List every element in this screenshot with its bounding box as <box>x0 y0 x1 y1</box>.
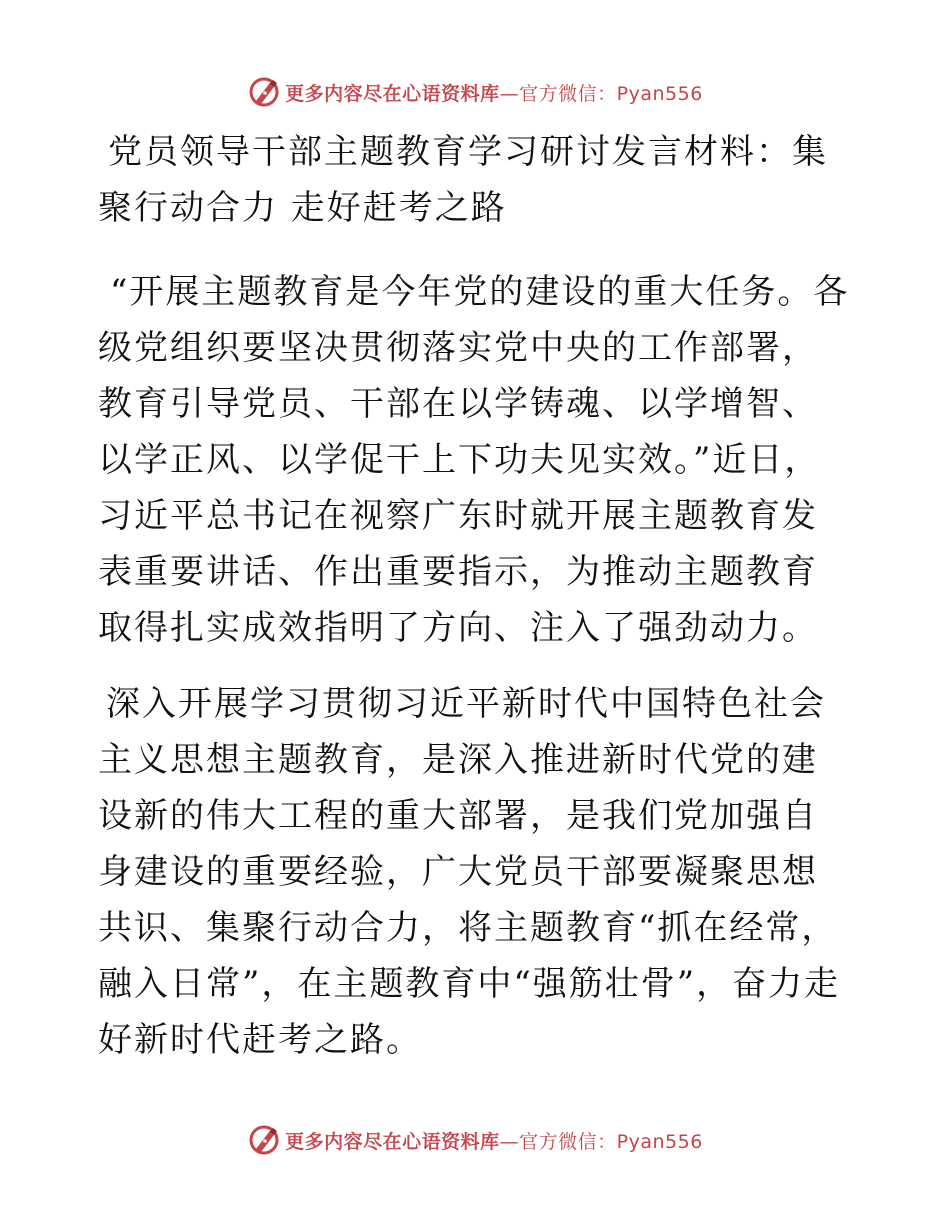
header-wechat-text: 官方微信：Pyan556 <box>519 82 703 105</box>
footer-brand-text: 更多内容尽在心语资料库 <box>285 1130 500 1153</box>
document-title: 党员领导干部主题教育学习研讨发言材料：集聚行动合力 走好赶考之路 <box>98 132 828 228</box>
footer-watermark-banner <box>0 1120 950 1160</box>
header-separator: — <box>499 82 520 105</box>
header-watermark-banner <box>0 72 950 112</box>
footer-wechat-text: 官方微信：Pyan556 <box>519 1130 703 1153</box>
pen-nib-logo-icon <box>247 1123 281 1157</box>
header-brand-text: 更多内容尽在心语资料库 <box>285 82 500 105</box>
header-banner-text <box>285 79 703 106</box>
paragraph-1: “开展主题教育是今年党的建设的重大任务。各级党组织要坚决贯彻落实党中央的工作部署，教育引导党员、干部在以学铸魂、以学增智、以学正风、以学促干上下功夫见实效。”近日，习近平总书记在视察广东时就开展主题教育发表重要讲话、作出重要指示，为推动主题教育取得扎实成效指明了方向、注入了强劲动力。 <box>98 272 850 648</box>
paragraph-2: 深入开展学习贯彻习近平新时代中国特色社会主义思想主题教育，是深入推进新时代党的建设新的伟大工程的重大部署，是我们党加强自身建设的重要经验，广大党员干部要凝聚思想共识、集聚行动合力，将主题教育“抓在经常，融入日常”，在主题教育中“强筋壮骨”，奋力走好新时代赶考之路。 <box>98 684 841 1060</box>
document-body <box>98 124 850 1068</box>
pen-nib-logo-icon <box>247 75 281 109</box>
footer-banner-text <box>285 1127 703 1154</box>
footer-separator: — <box>499 1130 520 1153</box>
